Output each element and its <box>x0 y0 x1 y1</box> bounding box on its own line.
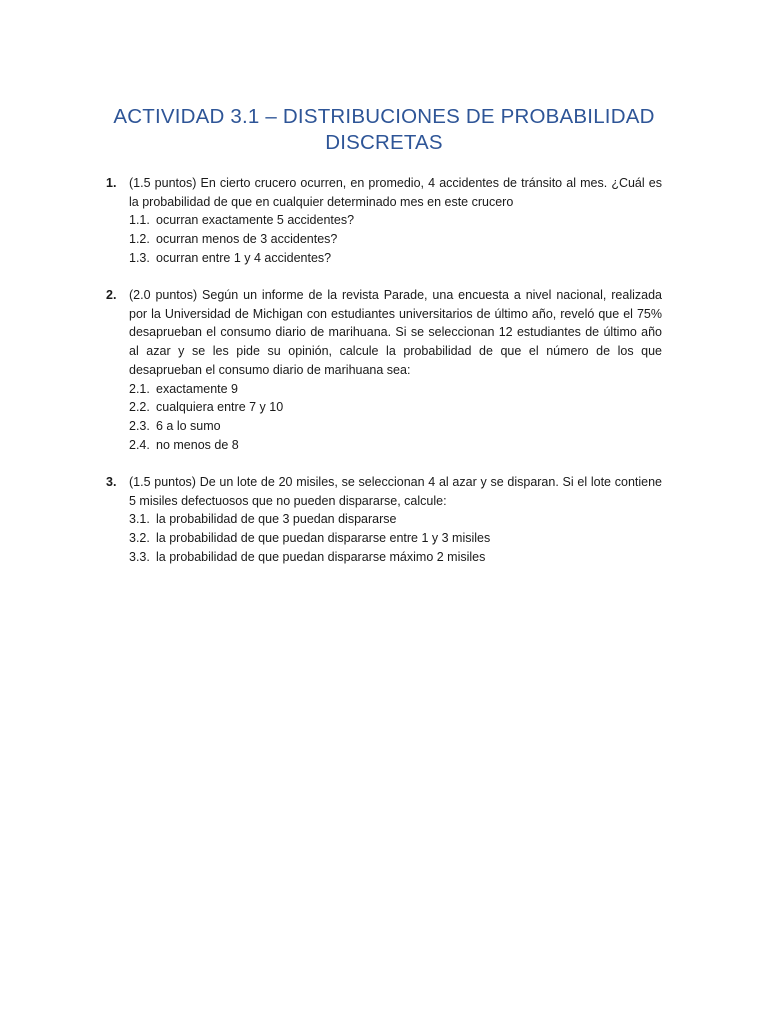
question-text: (2.0 puntos) Según un informe de la revista Parade, una encuesta a nivel nacional, realizada por la Universidad de Michigan con estudiantes universitarios de último año, reveló que el 75% desaprueban el consumo diario de marihuana. Si se seleccionan 12 estudiantes de último año al azar y se les pide su opinión, calcule la probabilidad de que el número de los que desaprueban el consumo diario de marihuana sea: <box>129 288 662 377</box>
sub-question-text: la probabilidad de que puedan dispararse entre 1 y 3 misiles <box>156 530 491 545</box>
sub-question <box>129 380 662 399</box>
sub-question-text: ocurran menos de 3 accidentes? <box>156 232 338 247</box>
question-3 <box>106 473 662 567</box>
sub-question-number: 2.4. <box>129 437 150 452</box>
sub-question <box>129 249 662 268</box>
sub-question-text: ocurran exactamente 5 accidentes? <box>156 213 355 228</box>
sub-question-text: exactamente 9 <box>156 381 238 396</box>
question-list <box>106 174 662 566</box>
question-1 <box>106 174 662 268</box>
sub-question-number: 1.1. <box>129 213 150 228</box>
sub-question-number: 2.3. <box>129 418 150 433</box>
sub-question-text: la probabilidad de que puedan dispararse máximo 2 misiles <box>156 549 486 564</box>
sub-question <box>129 529 662 548</box>
question-number: 1. <box>106 176 117 190</box>
sub-question-list <box>129 211 662 267</box>
sub-question-list <box>129 510 662 566</box>
sub-question-number: 2.1. <box>129 381 150 396</box>
sub-question <box>129 211 662 230</box>
question-text: (1.5 puntos) En cierto crucero ocurren, en promedio, 4 accidentes de tránsito al mes. ¿Cuál es la probabilidad de que en cualquier determinado mes en este crucero <box>129 176 662 209</box>
sub-question-number: 1.2. <box>129 232 150 247</box>
question-number: 3. <box>106 474 117 489</box>
sub-question <box>129 417 662 436</box>
sub-question-number: 3.3. <box>129 549 150 564</box>
sub-question-number: 3.2. <box>129 530 150 545</box>
sub-question-text: ocurran entre 1 y 4 accidentes? <box>156 250 332 265</box>
question-text: (1.5 puntos) De un lote de 20 misiles, se seleccionan 4 al azar y se disparan. Si el lote contiene 5 misiles defectuosos que no pueden dispararse, calcule: <box>129 474 662 508</box>
sub-question-text: 6 a lo sumo <box>156 418 221 433</box>
sub-question <box>129 548 662 567</box>
document-title: ACTIVIDAD 3.1 – DISTRIBUCIONES DE PROBABILIDAD DISCRETAS <box>113 105 655 154</box>
sub-question <box>129 230 662 249</box>
sub-question <box>129 436 662 455</box>
sub-question-number: 2.2. <box>129 400 150 415</box>
sub-question <box>129 510 662 529</box>
sub-question-text: no menos de 8 <box>156 437 239 452</box>
sub-question-text: cualquiera entre 7 y 10 <box>156 400 284 415</box>
sub-question-number: 1.3. <box>129 250 150 265</box>
question-number: 2. <box>106 288 117 303</box>
sub-question-number: 3.1. <box>129 512 150 527</box>
sub-question-list <box>129 380 662 455</box>
question-2 <box>106 286 662 454</box>
sub-question <box>129 398 662 417</box>
sub-question-text: la probabilidad de que 3 puedan dispararse <box>156 512 397 527</box>
